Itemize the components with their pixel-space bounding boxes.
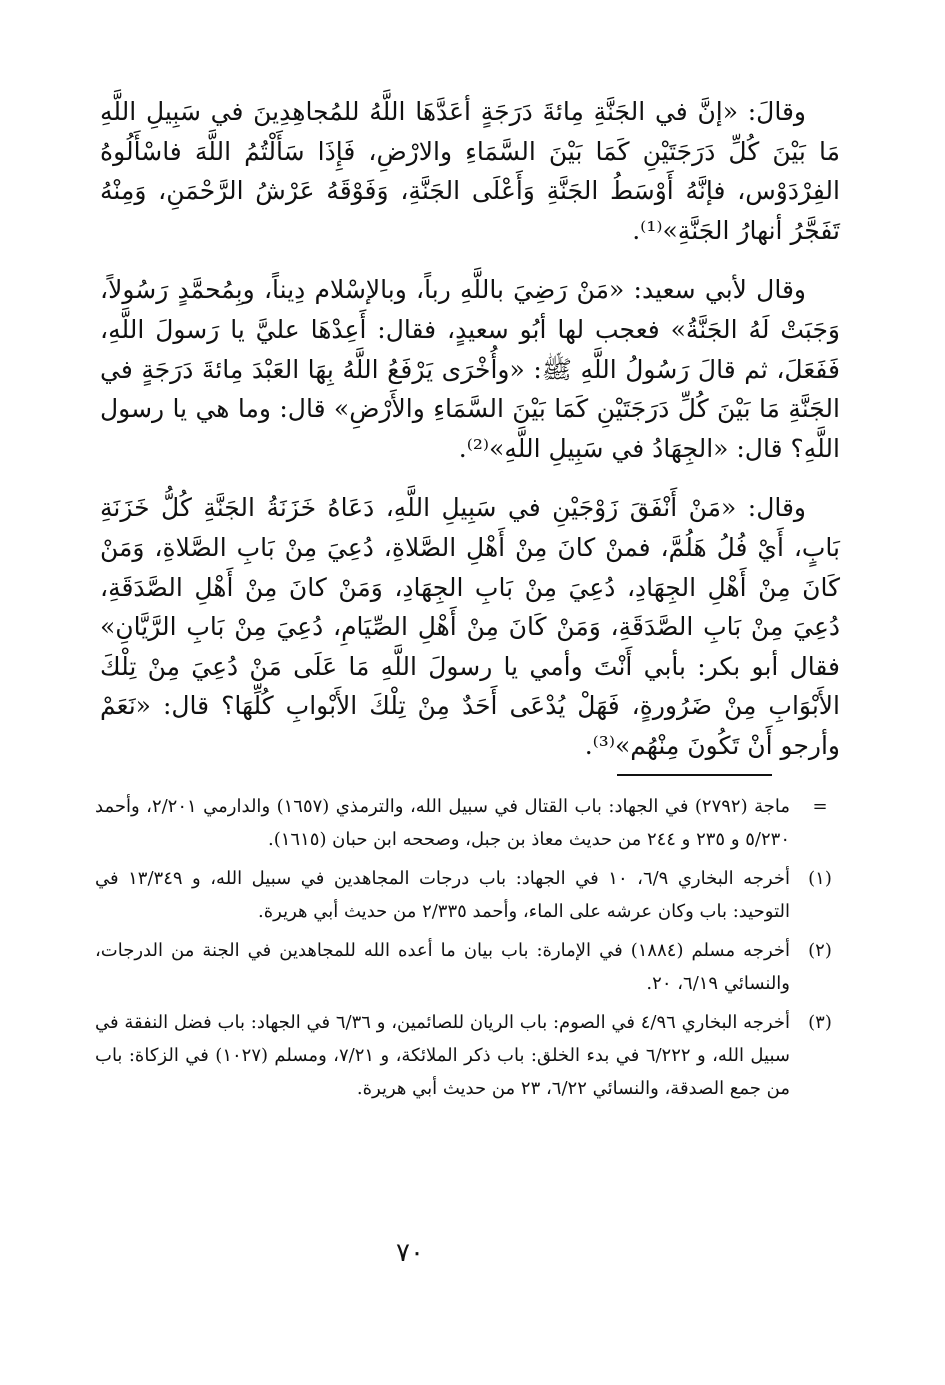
- footnote-text: أخرجه البخاري ٤/٩٦ في الصوم: باب الريان للصائمين، و ٦/٣٦ في الجهاد: باب فضل النفقة في سبيل الله، و ٦/٢٢٢ في بدء الخلق: باب ذكر الملائكة، و ٧/٢١، ومسلم (١٠٢٧) في الزكاة: باب من جمع الصدقة، والنسائي ٦/٢٢، ٢٣ من حديث أبي هريرة.: [95, 1012, 791, 1099]
- footnote-text: ماجة (٢٧٩٢) في الجهاد: باب القتال في سبيل الله، والترمذي (١٦٥٧) والدارمي ٢/٢٠١، وأحمد ٥/٢٣٠ و ٢٣٥ و ٢٤٤ من حديث معاذ بن جبل، وصححه ابن حبان (١٦١٥).: [95, 796, 790, 850]
- footnote-1: [95, 862, 845, 928]
- page-number: ٧٠: [396, 1238, 424, 1268]
- footnotes: [95, 790, 845, 1111]
- paragraph-2: وقال لأبي سعيد: «مَنْ رَضِيَ باللَّهِ رباً، وبالإسْلام دِيناً، وبِمُحمَّدٍ رَسُولاً، وَجَبَتْ لَهُ الجَنَّةُ» فعجب لها أبُو سعيدٍ، فقال: أَعِدْهَا عليَّ يا رَسولَ اللَّهِ، فَفَعَلَ، ثم قالَ رَسُولُ اللَّهِ ﷺ: «وأُخْرَى يَرْفَعُ اللَّهُ بِهَا العَبْدَ مِائةَ دَرَجَةٍ في الجَنَّةِ مَا بَيْنَ كُلِّ دَرَجَتَيْنِ كَمَا بَيْنَ السَّمَاءِ والأَرْضِ» قال: وما هي يا رسول اللَّهِ؟ قال: «الجِهَادُ في سَبِيلِ اللَّهِ»⁽²⁾.: [100, 275, 840, 463]
- footnote-continuation: [95, 790, 845, 856]
- footnote-2: [95, 934, 845, 1000]
- footnote-marker: (٢): [808, 940, 832, 961]
- footnote-marker: (٣): [808, 1012, 832, 1033]
- main-text: [100, 92, 840, 786]
- paragraph-1: وقالَ: «إنَّ في الجَنَّةِ مِائةَ دَرَجَةٍ أعَدَّهَا اللَّهُ للمُجاهِدِينَ في سَبِيلِ اللَّهِ مَا بَيْنَ كُلِّ دَرَجَتَيْنِ كَمَا بَيْنَ السَّمَاءِ والارْضِ، فَإِذَا سَأَلْتُمُ اللَّهَ فاسْأَلُوهُ الفِرْدَوْس، فإنَّهُ أَوْسَطُ الجَنَّةِ وَأَعْلَى الجَنَّةِ، وَفَوْقَهُ عَرْشُ الرَّحْمَنِ، وَمِنْهُ تَفَجَّرُ أنهارُ الجَنَّةِ»⁽¹⁾.: [100, 97, 840, 245]
- footnote-marker: (١): [808, 868, 832, 889]
- footnote-text: أخرجه مسلم (١٨٨٤) في الإمارة: باب بيان ما أعده الله للمجاهدين في الجنة من الدرجات، والنسائي ٦/١٩، ٢٠.: [95, 940, 790, 994]
- footnote-3: [95, 1006, 845, 1105]
- footnote-marker: =: [812, 796, 828, 817]
- footnote-separator: [617, 774, 772, 776]
- paragraph-3: وقال: «مَنْ أَنْفَقَ زَوْجَيْنِ في سَبِيلِ اللَّهِ، دَعَاهُ خَزَنَةُ الجَنَّةِ كُلُّ خَزَنَةِ بَابٍ، أَيْ فُلُ هَلُمَّ، فمنْ كانَ مِنْ أَهْلِ الصَّلاةِ، دُعِيَ مِنْ بَابِ الصَّلاةِ، وَمَنْ كَانَ مِنْ أَهْلِ الجِهَادِ، دُعِيَ مِنْ بَابِ الجِهَادِ، وَمَنْ كانَ مِنْ أَهْلِ الصَّدَقَةِ، دُعِيَ مِنْ بَابِ الصَّدَقَةِ، وَمَنْ كَانَ مِنْ أَهْلِ الصِّيَامِ، دُعِيَ مِنْ بَابِ الرَّيَّانِ» فقال أبو بكر: بأبي أَنْتَ وأمي يا رسولَ اللَّهِ مَا عَلَى مَنْ دُعِيَ مِنْ تِلْكَ الأَبْوَابِ مِنْ ضَرُورةٍ، فَهَلْ يُدْعَى أَحَدٌ مِنْ تِلْكَ الأَبْوابِ كُلِّهَا؟ قال: «نَعَمْ وأرجو أَنْ تَكُونَ مِنْهُم»⁽³⁾.: [100, 493, 840, 760]
- footnote-text: أخرجه البخاري ٦/٩، ١٠ في الجهاد: باب درجات المجاهدين في سبيل الله، و ١٣/٣٤٩ في التوحيد: باب وكان عرشه على الماء، وأحمد ٢/٣٣٥ من حديث أبي هريرة.: [95, 868, 790, 922]
